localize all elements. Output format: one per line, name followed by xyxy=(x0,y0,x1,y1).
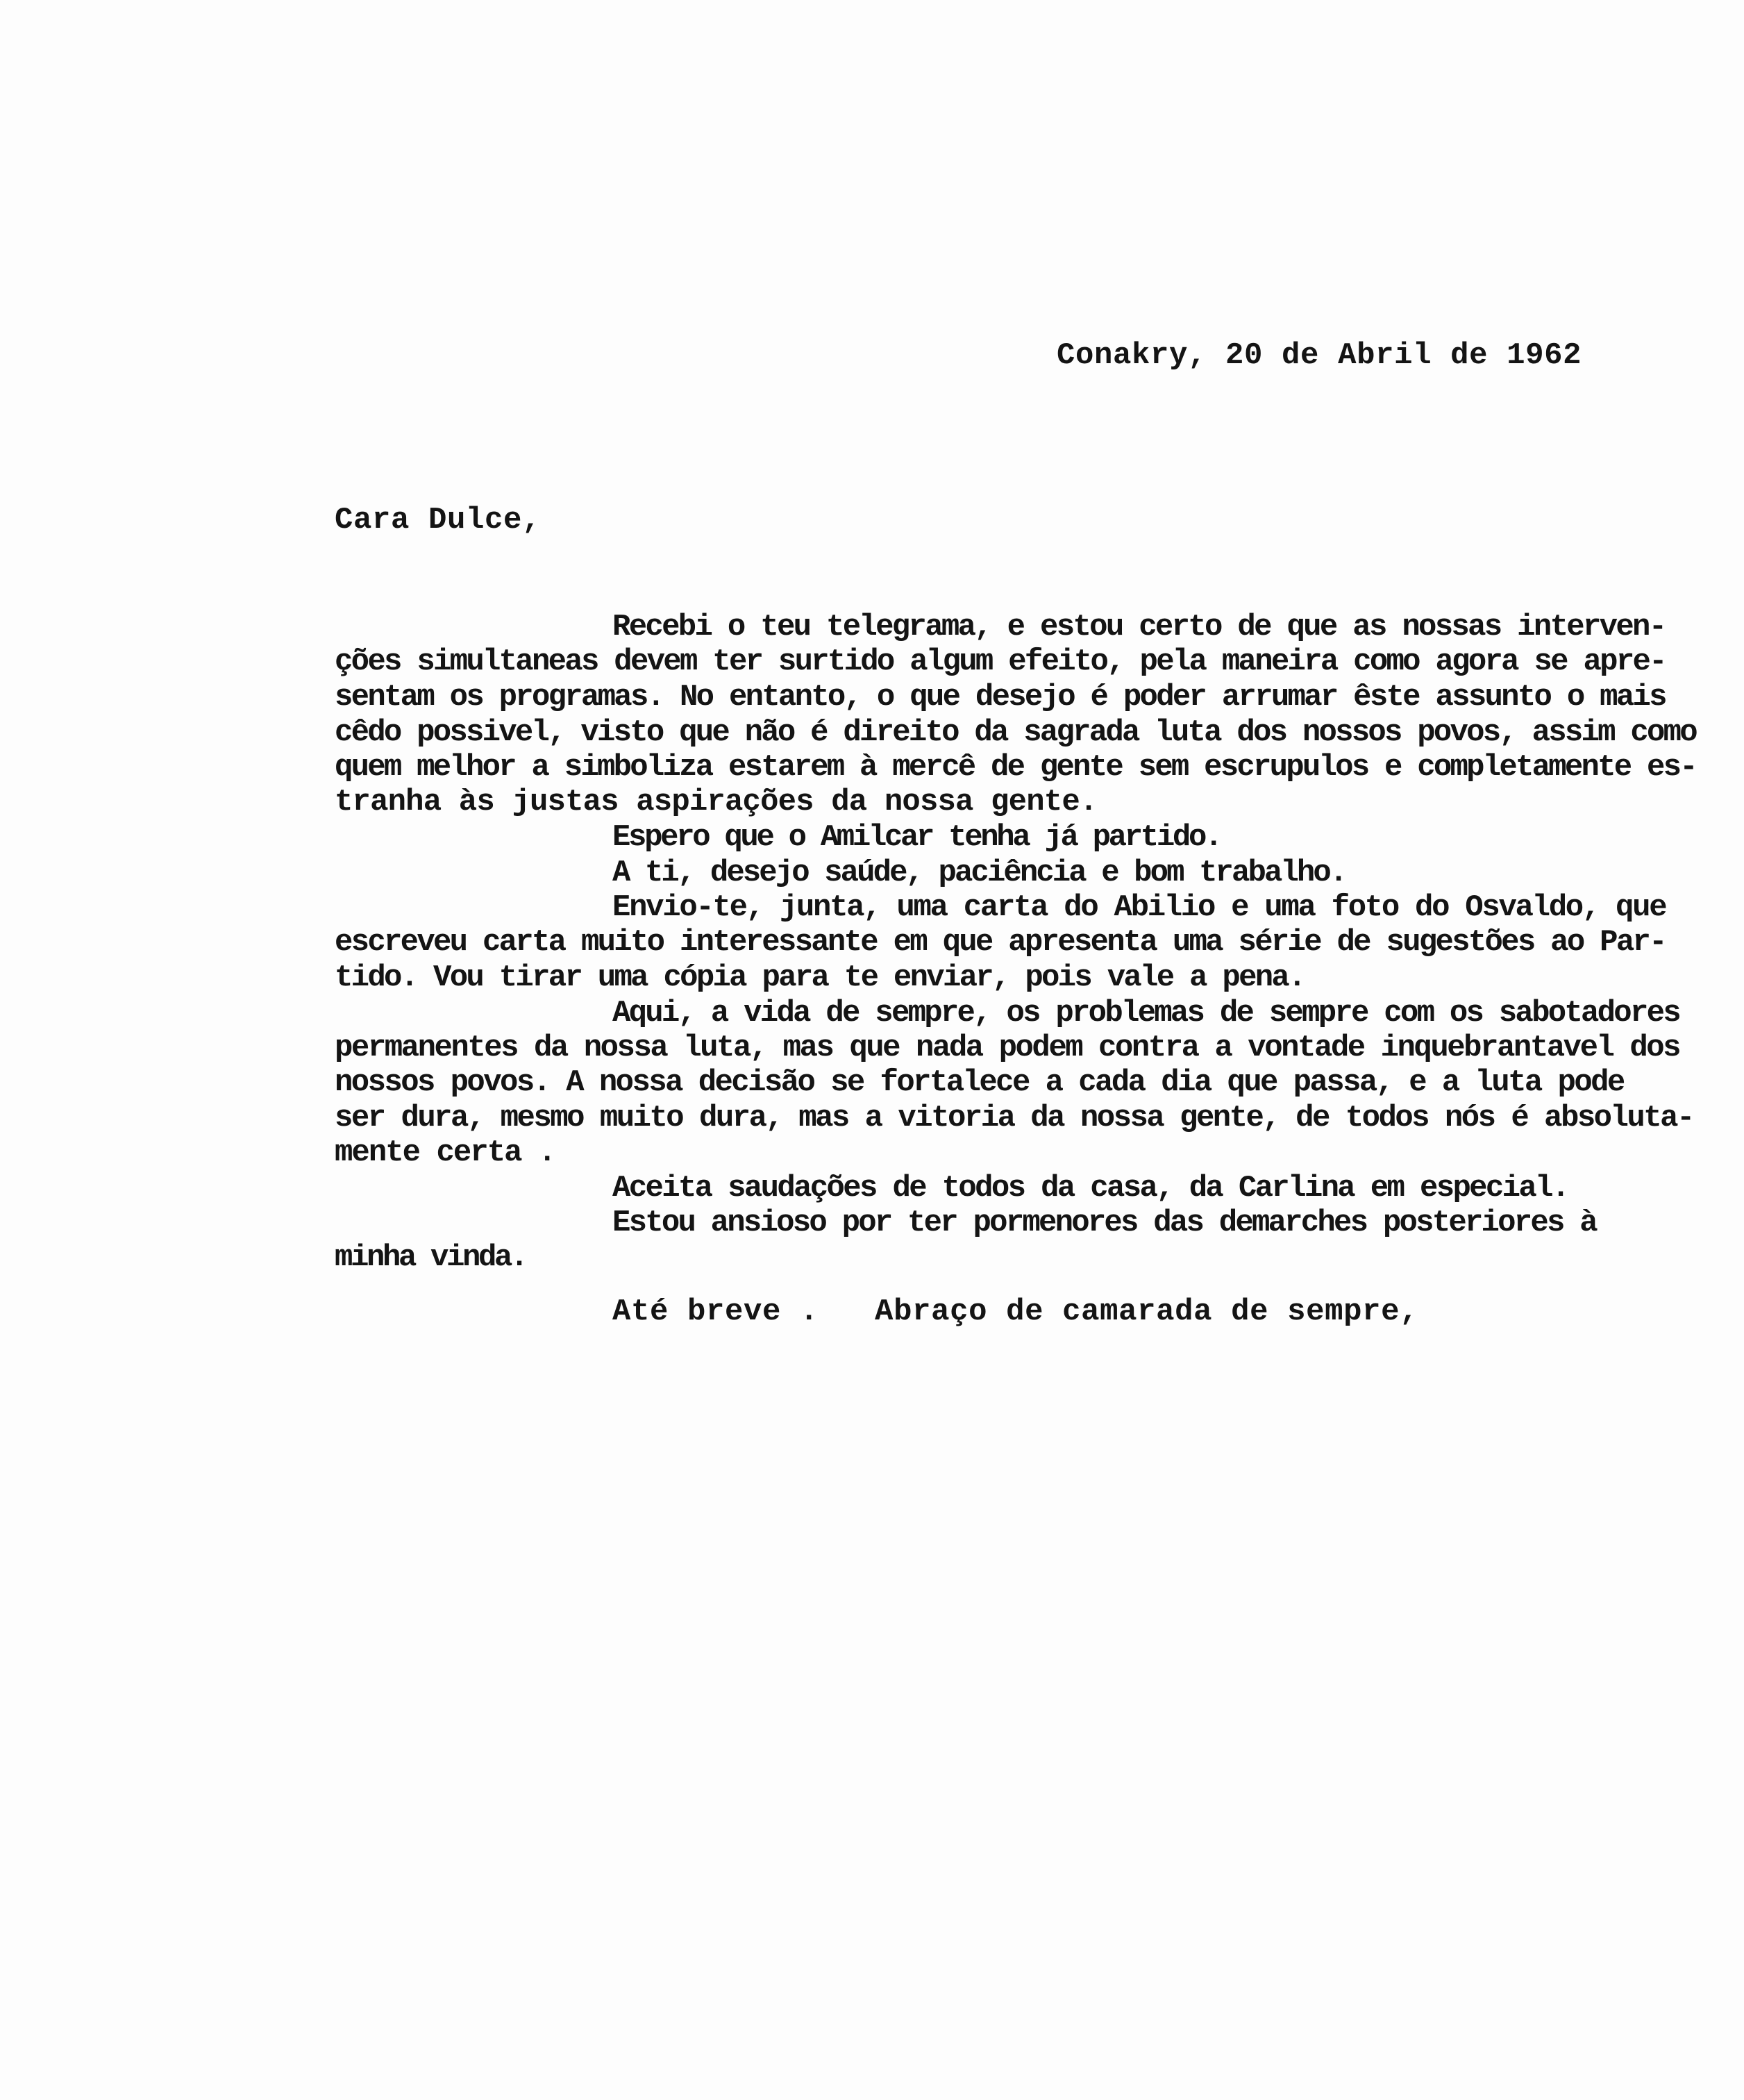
body-line: permanentes da nossa luta, mas que nada podem contra a vontade inquebrantavel dos xyxy=(335,1031,1680,1065)
body-line: A ti, desejo saúde, paciência e bom trabalho. xyxy=(612,856,1346,890)
body-line: ções simultaneas devem ter surtido algum efeito, pela maneira como agora se apre- xyxy=(335,644,1666,679)
body-line: sentam os programas. No entanto, o que desejo é poder arrumar êste assunto o mais xyxy=(335,680,1666,715)
body-line: nossos povos. A nossa decisão se fortalece a cada dia que passa, e a luta pode xyxy=(335,1065,1624,1100)
closing-line: Até breve . Abraço de camarada de sempre, xyxy=(612,1294,1419,1329)
body-line: escreveu carta muito interessante em que apresenta uma série de sugestões ao Par- xyxy=(335,925,1666,960)
body-line: Estou ansioso por ter pormenores das demarches posteriores à xyxy=(612,1206,1596,1240)
body-line: tido. Vou tirar uma cópia para te enviar, pois vale a pena. xyxy=(335,960,1305,995)
body-line: mente certa . xyxy=(335,1135,555,1170)
body-line: Envio-te, junta, uma carta do Abilio e uma foto do Osvaldo, que xyxy=(612,890,1666,925)
body-line: tranha às justas aspirações da nossa gente. xyxy=(335,785,1098,819)
salutation: Cara Dulce, xyxy=(335,503,542,538)
body-line: minha vinda. xyxy=(335,1240,526,1275)
body-line: Recebi o teu telegrama, e estou certo de que as nossas interven- xyxy=(612,610,1666,644)
body-line: cêdo possivel, visto que não é direito da sagrada luta dos nossos povos, assim como xyxy=(335,715,1696,750)
date-line: Conakry, 20 de Abril de 1962 xyxy=(1057,338,1582,373)
body-line: Aceita saudações de todos da casa, da Carlina em especial. xyxy=(612,1171,1568,1206)
body-line: ser dura, mesmo muito dura, mas a vitoria da nossa gente, de todos nós é absoluta- xyxy=(335,1101,1693,1135)
body-line: Aqui, a vida de sempre, os problemas de sempre com os sabotadores xyxy=(612,996,1679,1031)
body-line: Espero que o Amilcar tenha já partido. xyxy=(612,820,1221,855)
body-line: quem melhor a simboliza estarem à mercê de gente sem escrupulos e completamente es- xyxy=(335,750,1696,785)
